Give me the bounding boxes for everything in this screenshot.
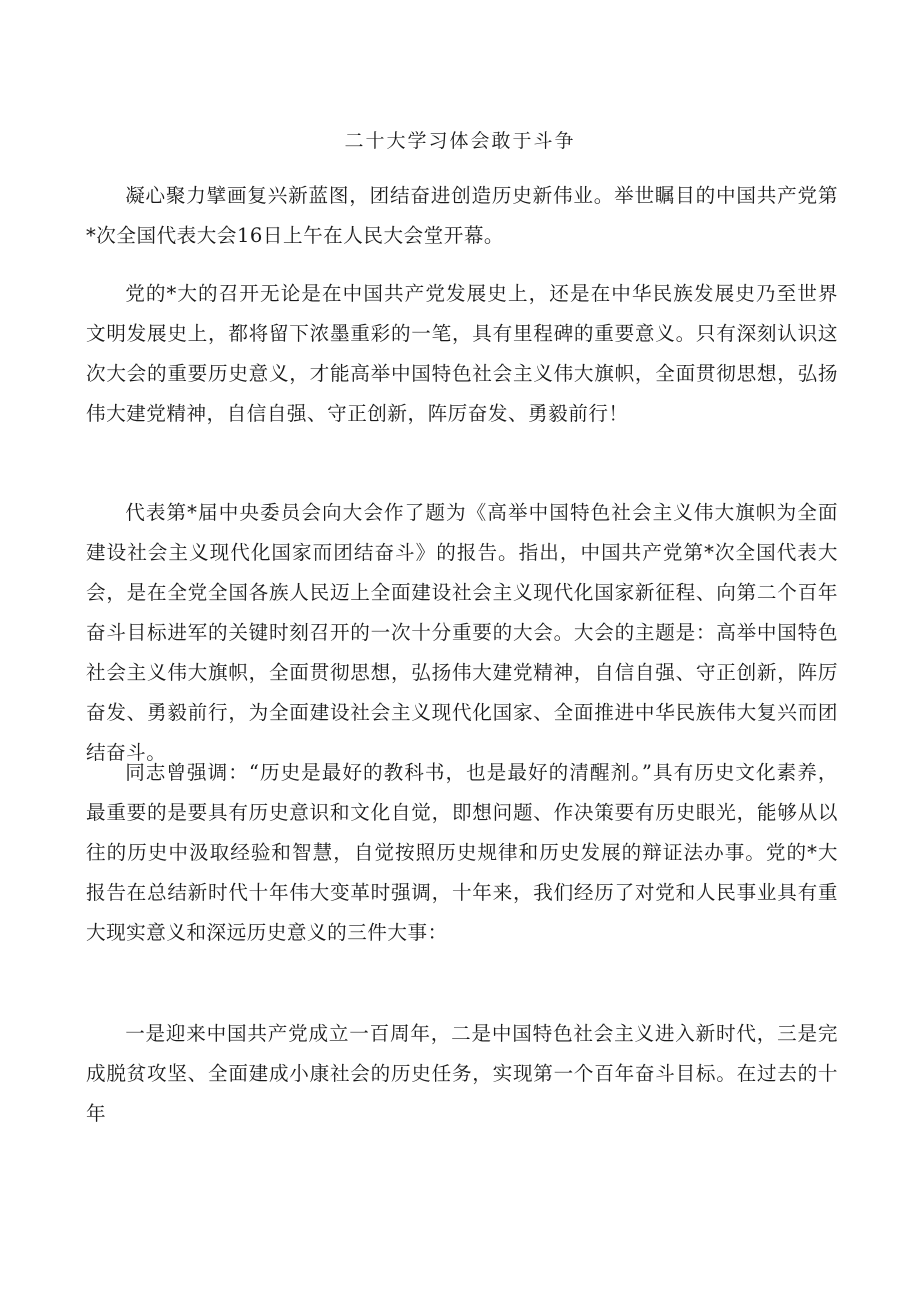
- paragraph-1: 凝心聚力擘画复兴新蓝图，团结奋进创造历史新伟业。举世瞩目的中国共产党第*次全国代表大会16日上午在人民大会堂开幕。: [86, 184, 838, 247]
- paragraph-5: 一是迎来中国共产党成立一百周年，二是中国特色社会主义进入新时代，三是完成脱贫攻坚、全面建成小康社会的历史任务，实现第一个百年奋斗目标。在过去的十年: [86, 1022, 838, 1125]
- document-title: 二十大学习体会敢于斗争: [344, 130, 576, 152]
- paragraph-4: 同志曾强调：“历史是最好的教科书，也是最好的清醒剂。”具有历史文化素养，最重要的是要具有历史意识和文化自觉，即想问题、作决策要有历史眼光，能够从以往的历史中汲取经验和智慧，自觉按照历史规律和历史发展的辩证法办事。党的*大报告在总结新时代十年伟大变革时强调，十年来，我们经历了对党和人民事业具有重大现实意义和深远历史意义的三件大事：: [86, 761, 838, 944]
- paragraph-2: 党的*大的召开无论是在中国共产党发展史上，还是在中华民族发展史乃至世界文明发展史上，都将留下浓墨重彩的一笔，具有里程碑的重要意义。只有深刻认识这次大会的重要历史意义，才能高举中国特色社会主义伟大旗帜，全面贯彻思想，弘扬伟大建党精神，自信自强、守正创新，阵厉奋发、勇毅前行！: [86, 282, 838, 425]
- paragraph-3: 代表第*届中央委员会向大会作了题为《高举中国特色社会主义伟大旗帜为全面建设社会主义现代化国家而团结奋斗》的报告。指出，中国共产党第*次全国代表大会，是在全党全国各族人民迈上全面建设社会主义现代化国家新征程、向第二个百年奋斗目标进军的关键时刻召开的一次十分重要的大会。大会的主题是：高举中国特色社会主义伟大旗帜，全面贯彻思想，弘扬伟大建党精神，自信自强、守正创新，阵厉奋发、勇毅前行，为全面建设社会主义现代化国家、全面推进中华民族伟大复兴而团结奋斗。: [86, 501, 838, 764]
